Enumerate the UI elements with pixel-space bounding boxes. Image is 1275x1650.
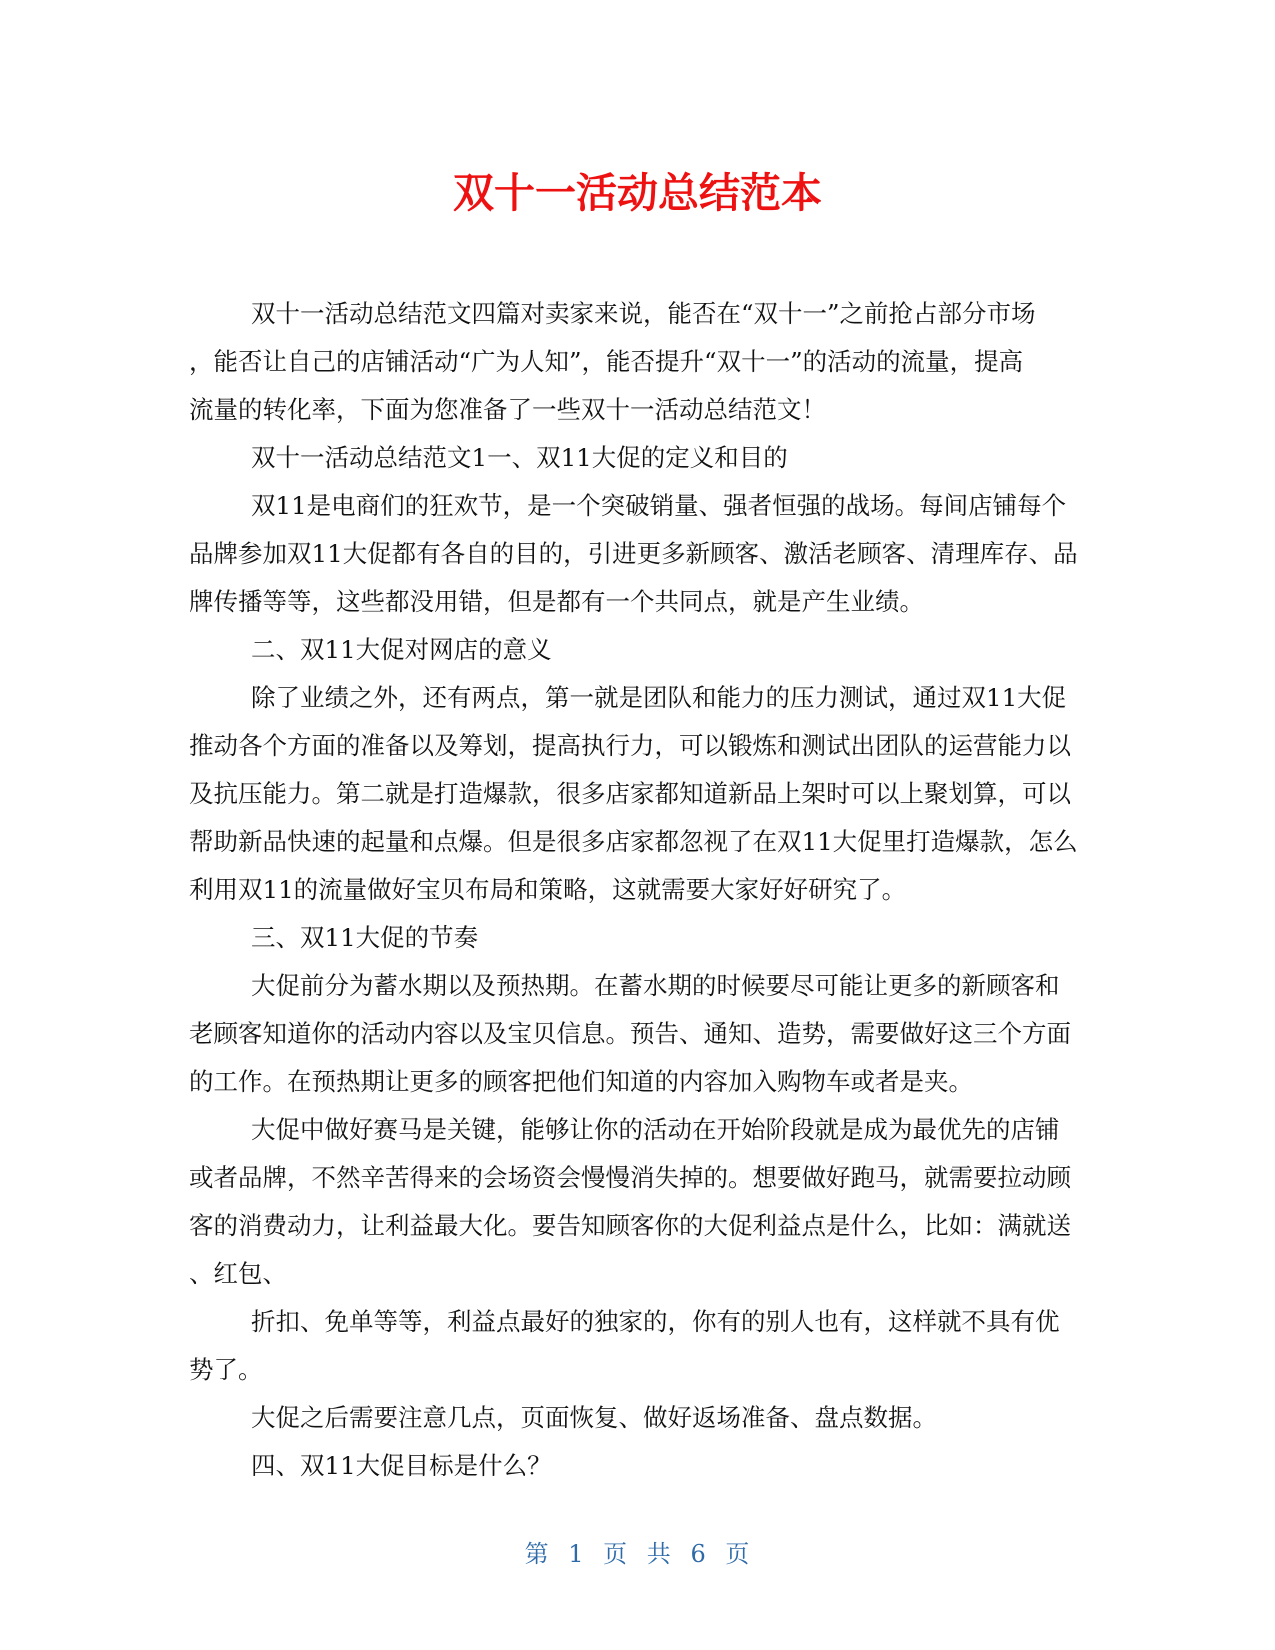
text-line: 双十一活动总结范文四篇对卖家来说，能否在“双十一”之前抢占部分市场: [251, 299, 1036, 328]
paragraph: [189, 1394, 1087, 1442]
text-line: 双十一活动总结范文1一、双11大促的定义和目的: [251, 443, 788, 472]
text-line: 二、双11大促对网店的意义: [251, 635, 552, 664]
text-line: 双11是电商们的狂欢节，是一个突破销量、强者恒强的战场。每间店铺每个: [251, 491, 1067, 520]
text-line: 的工作。在预热期让更多的顾客把他们知道的内容加入购物车或者是夹。: [189, 1067, 973, 1096]
text-line: 势了。: [189, 1355, 263, 1384]
text-line: 帮助新品快速的起量和点爆。但是很多店家都忽视了在双11大促里打造爆款，怎么: [189, 827, 1078, 856]
paragraph: [189, 626, 1087, 674]
paragraph: [189, 914, 1087, 962]
text-line: 、红包、: [189, 1259, 287, 1288]
paragraph: [189, 962, 1087, 1106]
text-line: 除了业绩之外，还有两点，第一就是团队和能力的压力测试，通过双11大促: [251, 683, 1067, 712]
paragraph: [189, 482, 1087, 626]
document-title: 双十一活动总结范本: [453, 169, 822, 217]
text-line: 牌传播等等，这些都没用错，但是都有一个共同点，就是产生业绩。: [189, 587, 924, 616]
text-line: 或者品牌，不然辛苦得来的会场资会慢慢消失掉的。想要做好跑马，就需要拉动顾: [189, 1163, 1071, 1192]
text-line: 客的消费动力，让利益最大化。要告知顾客你的大促利益点是什么，比如：满就送: [189, 1211, 1071, 1240]
text-line: 推动各个方面的准备以及筹划，提高执行力，可以锻炼和测试出团队的运营能力以: [189, 731, 1071, 760]
page-footer: 第 1 页 共 6 页: [524, 1540, 751, 1568]
text-line: 大促前分为蓄水期以及预热期。在蓄水期的时候要尽可能让更多的新顾客和: [251, 971, 1060, 1000]
paragraph: [189, 1442, 1087, 1490]
text-line: 三、双11大促的节奏: [251, 923, 479, 952]
paragraph: [189, 674, 1087, 914]
text-line: 品牌参加双11大促都有各自的目的，引进更多新顾客、激活老顾客、清理库存、品: [189, 539, 1078, 568]
text-line: 折扣、免单等等，利益点最好的独家的，你有的别人也有，这样就不具有优: [251, 1307, 1060, 1336]
text-line: 及抗压能力。第二就是打造爆款，很多店家都知道新品上架时可以上聚划算，可以: [189, 779, 1071, 808]
text-line: 流量的转化率，下面为您准备了一些双十一活动总结范文！: [189, 395, 826, 424]
document-body: [189, 290, 1087, 1490]
text-line: 大促之后需要注意几点，页面恢复、做好返场准备、盘点数据。: [251, 1403, 937, 1432]
text-line: 大促中做好赛马是关键，能够让你的活动在开始阶段就是成为最优先的店铺: [251, 1115, 1060, 1144]
text-line: ，能否让自己的店铺活动“广为人知”，能否提升“双十一”的活动的流量，提高: [189, 347, 1024, 376]
paragraph: [189, 290, 1087, 434]
text-line: 四、双11大促目标是什么？: [251, 1451, 552, 1480]
paragraph: [189, 434, 1087, 482]
paragraph: [189, 1106, 1087, 1298]
text-line: 老顾客知道你的活动内容以及宝贝信息。预告、通知、造势，需要做好这三个方面: [189, 1019, 1071, 1048]
text-line: 利用双11的流量做好宝贝布局和策略，这就需要大家好好研究了。: [189, 875, 907, 904]
paragraph: [189, 1298, 1087, 1394]
